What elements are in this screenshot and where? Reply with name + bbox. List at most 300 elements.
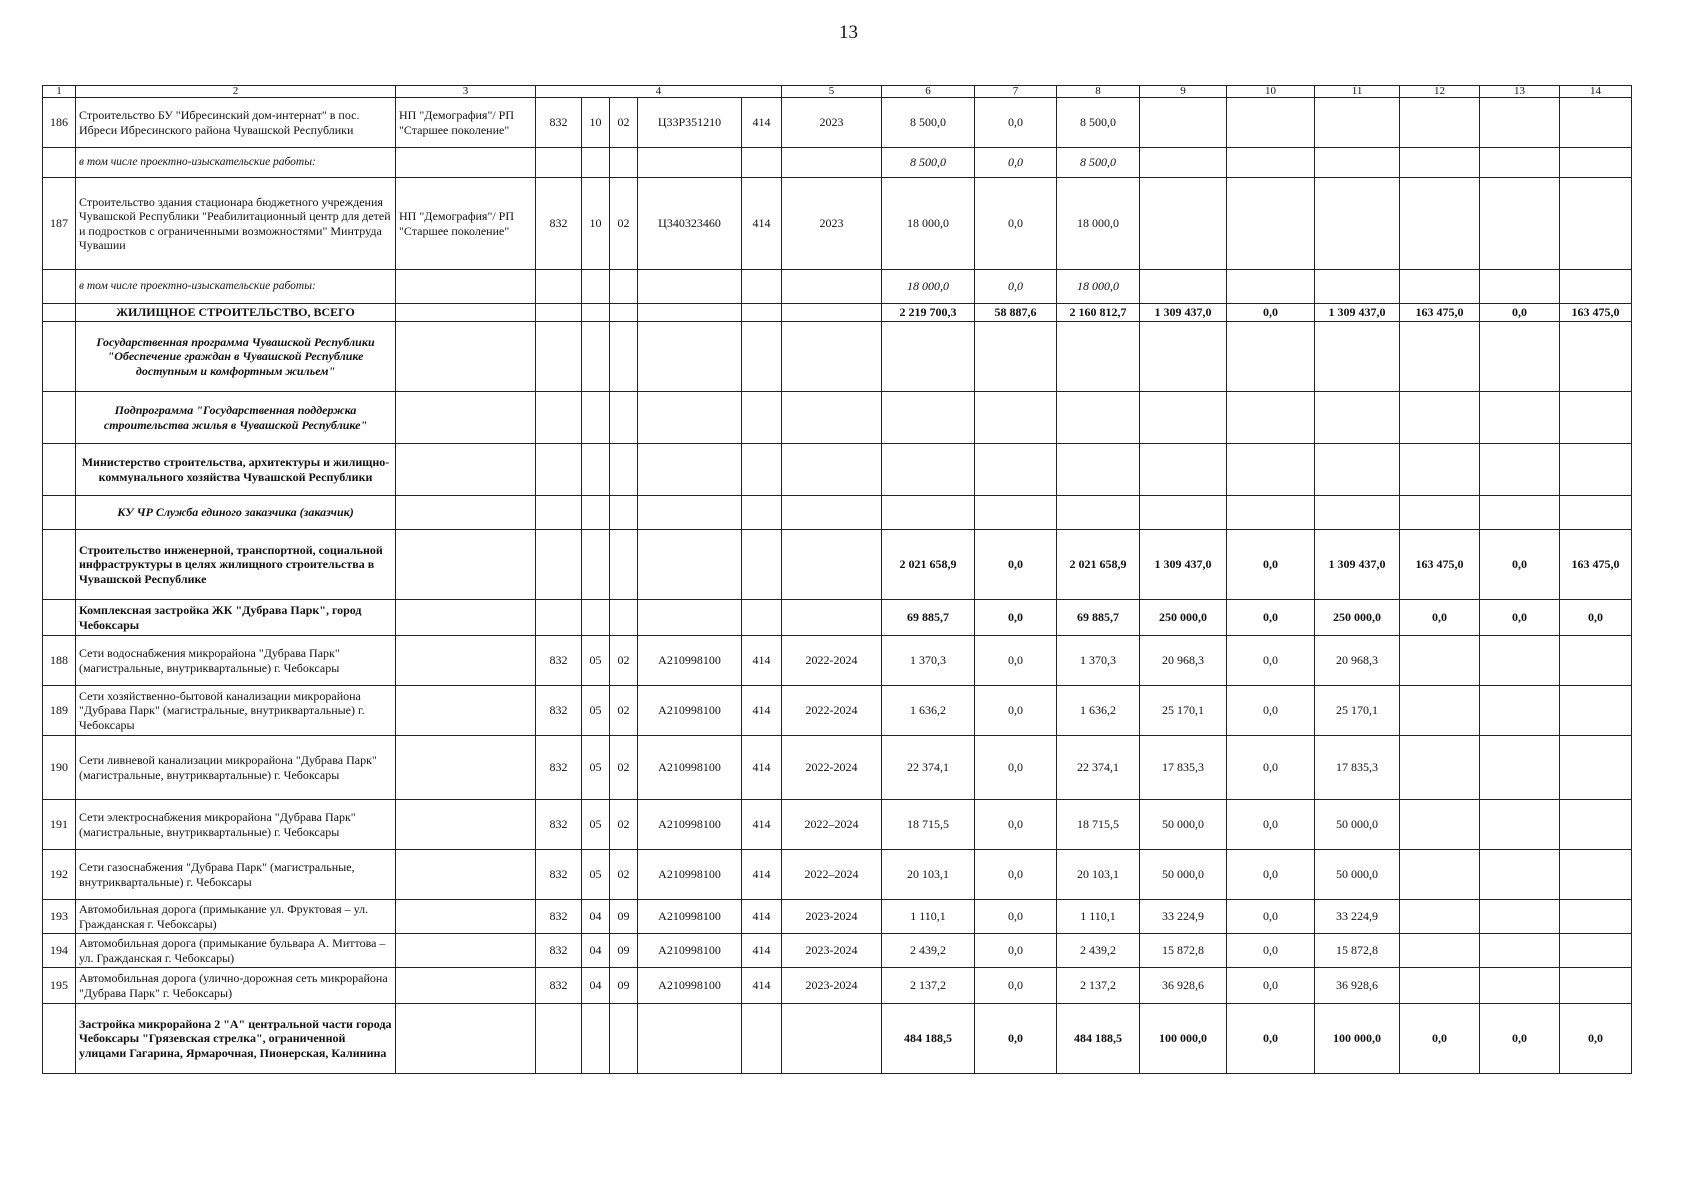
table-row (43, 850, 1632, 900)
amount-v14 (1560, 850, 1632, 900)
program-name: НП "Демография"/ РП "Старшее поколение" (396, 178, 536, 270)
row-number: 188 (43, 636, 76, 686)
header-cell: 1 (43, 86, 76, 98)
amount-v13 (1480, 934, 1560, 968)
amount-v8: 18 715,5 (1057, 800, 1140, 850)
budget-code: 832 (536, 850, 582, 900)
row-number: 187 (43, 178, 76, 270)
amount-v10: 0,0 (1227, 900, 1315, 934)
amount-v9 (1140, 496, 1227, 530)
amount-v12 (1400, 736, 1480, 800)
table-row (43, 392, 1632, 444)
amount-v6: 8 500,0 (882, 98, 975, 148)
object-name: Сети хозяйственно-бытовой канализации микрорайона "Дубрава Парк" (магистральные, внутриквартальные) г. Чебоксары (76, 686, 396, 736)
budget-code (742, 322, 782, 392)
amount-v14 (1560, 736, 1632, 800)
amount-v12 (1400, 178, 1480, 270)
program-name (396, 1004, 536, 1074)
table-row (43, 968, 1632, 1004)
amount-v13 (1480, 444, 1560, 496)
table-row (43, 304, 1632, 322)
amount-v9: 17 835,3 (1140, 736, 1227, 800)
budget-code (582, 392, 610, 444)
budget-code: A210998100 (638, 900, 742, 934)
amount-v12 (1400, 322, 1480, 392)
table-row (43, 600, 1632, 636)
amount-v12 (1400, 98, 1480, 148)
amount-v8: 2 137,2 (1057, 968, 1140, 1004)
amount-v7: 0,0 (975, 934, 1057, 968)
budget-code: 02 (610, 178, 638, 270)
object-name: Строительство здания стационара бюджетного учреждения Чувашской Республики "Реабилитационный центр для детей и подростков с ограниченными возможностями" Минтруда Чувашии (76, 178, 396, 270)
budget-code (610, 148, 638, 178)
amount-v8: 20 103,1 (1057, 850, 1140, 900)
amount-v7: 0,0 (975, 636, 1057, 686)
row-number: 189 (43, 686, 76, 736)
header-cell: 3 (396, 86, 536, 98)
amount-v13 (1480, 392, 1560, 444)
budget-code (582, 496, 610, 530)
budget-code: 09 (610, 900, 638, 934)
amount-v11: 250 000,0 (1315, 600, 1400, 636)
budget-code (536, 148, 582, 178)
budget-code (638, 444, 742, 496)
amount-v12 (1400, 968, 1480, 1004)
amount-v7: 0,0 (975, 850, 1057, 900)
amount-v9: 20 968,3 (1140, 636, 1227, 686)
header-cell: 6 (882, 86, 975, 98)
amount-v14 (1560, 900, 1632, 934)
period (782, 600, 882, 636)
amount-v14 (1560, 392, 1632, 444)
amount-v6 (882, 444, 975, 496)
budget-code: 414 (742, 968, 782, 1004)
budget-code: 05 (582, 800, 610, 850)
row-number (43, 392, 76, 444)
budget-code (610, 1004, 638, 1074)
amount-v13 (1480, 496, 1560, 530)
period (782, 496, 882, 530)
amount-v11: 50 000,0 (1315, 850, 1400, 900)
amount-v13 (1480, 736, 1560, 800)
amount-v11: 17 835,3 (1315, 736, 1400, 800)
budget-code: 05 (582, 686, 610, 736)
program-name (396, 968, 536, 1004)
budget-code (638, 1004, 742, 1074)
amount-v7: 0,0 (975, 270, 1057, 304)
amount-v14 (1560, 444, 1632, 496)
amount-v8 (1057, 392, 1140, 444)
amount-v13 (1480, 322, 1560, 392)
amount-v7 (975, 444, 1057, 496)
period (782, 530, 882, 600)
object-name: Сети газоснабжения "Дубрава Парк" (магистральные, внутриквартальные) г. Чебоксары (76, 850, 396, 900)
amount-v10: 0,0 (1227, 600, 1315, 636)
amount-v9: 36 928,6 (1140, 968, 1227, 1004)
amount-v7: 0,0 (975, 686, 1057, 736)
amount-v12 (1400, 934, 1480, 968)
amount-v13 (1480, 968, 1560, 1004)
amount-v9 (1140, 178, 1227, 270)
row-number (43, 600, 76, 636)
amount-v8: 22 374,1 (1057, 736, 1140, 800)
row-number (43, 530, 76, 600)
amount-v9: 1 309 437,0 (1140, 304, 1227, 322)
budget-code: 414 (742, 178, 782, 270)
amount-v12: 163 475,0 (1400, 304, 1480, 322)
table-row (43, 322, 1632, 392)
period: 2023-2024 (782, 968, 882, 1004)
program-name (396, 600, 536, 636)
budget-code: 832 (536, 800, 582, 850)
budget-code: A210998100 (638, 968, 742, 1004)
amount-v11 (1315, 148, 1400, 178)
budget-code: Ц33Р351210 (638, 98, 742, 148)
object-name: Автомобильная дорога (примыкание ул. Фруктовая – ул. Гражданская г. Чебоксары) (76, 900, 396, 934)
budget-code: 05 (582, 736, 610, 800)
amount-v13 (1480, 98, 1560, 148)
amount-v12 (1400, 270, 1480, 304)
budget-code (610, 270, 638, 304)
amount-v13 (1480, 850, 1560, 900)
budget-code (742, 1004, 782, 1074)
amount-v10: 0,0 (1227, 636, 1315, 686)
budget-code: 414 (742, 686, 782, 736)
budget-code: 832 (536, 736, 582, 800)
row-number (43, 444, 76, 496)
amount-v6: 20 103,1 (882, 850, 975, 900)
table-row (43, 496, 1632, 530)
budget-code (742, 496, 782, 530)
budget-code (582, 270, 610, 304)
amount-v14: 0,0 (1560, 1004, 1632, 1074)
amount-v14: 163 475,0 (1560, 530, 1632, 600)
period: 2022–2024 (782, 850, 882, 900)
budget-code: 832 (536, 98, 582, 148)
amount-v11 (1315, 270, 1400, 304)
amount-v6: 2 439,2 (882, 934, 975, 968)
budget-code: 832 (536, 686, 582, 736)
budget-code: 832 (536, 900, 582, 934)
budget-code: 414 (742, 98, 782, 148)
row-number (43, 322, 76, 392)
budget-code: 414 (742, 736, 782, 800)
header-cell: 4 (536, 86, 782, 98)
amount-v13 (1480, 900, 1560, 934)
table-row (43, 736, 1632, 800)
amount-v12: 0,0 (1400, 1004, 1480, 1074)
amount-v11 (1315, 178, 1400, 270)
amount-v14 (1560, 800, 1632, 850)
budget-code: 02 (610, 98, 638, 148)
amount-v6: 69 885,7 (882, 600, 975, 636)
budget-code (742, 304, 782, 322)
amount-v8: 2 439,2 (1057, 934, 1140, 968)
table-body (43, 86, 1632, 1074)
amount-v7: 0,0 (975, 530, 1057, 600)
amount-v10 (1227, 178, 1315, 270)
budget-code (638, 322, 742, 392)
amount-v9 (1140, 148, 1227, 178)
table-row (43, 1004, 1632, 1074)
amount-v7: 0,0 (975, 1004, 1057, 1074)
amount-v9 (1140, 322, 1227, 392)
budget-code (536, 270, 582, 304)
amount-v10 (1227, 496, 1315, 530)
amount-v6: 2 219 700,3 (882, 304, 975, 322)
amount-v10 (1227, 444, 1315, 496)
amount-v7: 0,0 (975, 968, 1057, 1004)
period: 2022-2024 (782, 736, 882, 800)
amount-v8: 1 370,3 (1057, 636, 1140, 686)
amount-v11: 1 309 437,0 (1315, 530, 1400, 600)
budget-code (582, 148, 610, 178)
budget-code (638, 496, 742, 530)
object-name: Строительство инженерной, транспортной, социальной инфраструктуры в целях жилищного строительства в Чувашской Республике (76, 530, 396, 600)
amount-v9: 1 309 437,0 (1140, 530, 1227, 600)
amount-v8: 1 636,2 (1057, 686, 1140, 736)
budget-code (610, 496, 638, 530)
table-row (43, 148, 1632, 178)
amount-v7 (975, 392, 1057, 444)
amount-v6: 18 715,5 (882, 800, 975, 850)
table-row (43, 900, 1632, 934)
amount-v6: 22 374,1 (882, 736, 975, 800)
object-name: Подпрограмма "Государственная поддержка строительства жилья в Чувашской Республике" (76, 392, 396, 444)
amount-v10: 0,0 (1227, 1004, 1315, 1074)
budget-code: A210998100 (638, 686, 742, 736)
program-name: НП "Демография"/ РП "Старшее поколение" (396, 98, 536, 148)
amount-v12 (1400, 496, 1480, 530)
object-name: Сети ливневой канализации микрорайона "Дубрава Парк" (магистральные, внутриквартальные) г. Чебоксары (76, 736, 396, 800)
budget-code: 02 (610, 636, 638, 686)
amount-v14 (1560, 98, 1632, 148)
header-row (43, 86, 1632, 98)
amount-v6 (882, 322, 975, 392)
period: 2023-2024 (782, 934, 882, 968)
amount-v8 (1057, 444, 1140, 496)
period: 2023-2024 (782, 900, 882, 934)
amount-v14 (1560, 322, 1632, 392)
program-name (396, 686, 536, 736)
budget-code: 04 (582, 900, 610, 934)
amount-v13 (1480, 686, 1560, 736)
budget-code (610, 392, 638, 444)
amount-v11 (1315, 444, 1400, 496)
budget-code (742, 444, 782, 496)
period (782, 148, 882, 178)
period (782, 322, 882, 392)
table-row (43, 98, 1632, 148)
budget-code (582, 322, 610, 392)
amount-v13 (1480, 636, 1560, 686)
amount-v12 (1400, 900, 1480, 934)
budget-code (582, 304, 610, 322)
budget-code: 832 (536, 178, 582, 270)
amount-v6 (882, 496, 975, 530)
budget-code (638, 530, 742, 600)
amount-v11: 50 000,0 (1315, 800, 1400, 850)
budget-code: 09 (610, 934, 638, 968)
budget-code (610, 600, 638, 636)
amount-v8: 8 500,0 (1057, 148, 1140, 178)
amount-v10: 0,0 (1227, 304, 1315, 322)
amount-v9 (1140, 98, 1227, 148)
amount-v7 (975, 496, 1057, 530)
table-row (43, 178, 1632, 270)
table-row (43, 800, 1632, 850)
amount-v11: 36 928,6 (1315, 968, 1400, 1004)
budget-code (742, 392, 782, 444)
header-cell: 10 (1227, 86, 1315, 98)
period: 2022-2024 (782, 686, 882, 736)
table-row (43, 444, 1632, 496)
object-name: в том числе проектно-изыскательские работы: (76, 148, 396, 178)
budget-code: A210998100 (638, 934, 742, 968)
amount-v13: 0,0 (1480, 530, 1560, 600)
amount-v7: 0,0 (975, 900, 1057, 934)
budget-code: 02 (610, 850, 638, 900)
budget-code: 10 (582, 98, 610, 148)
budget-code: 832 (536, 934, 582, 968)
budget-code (742, 600, 782, 636)
amount-v12 (1400, 850, 1480, 900)
amount-v10 (1227, 322, 1315, 392)
budget-code (582, 600, 610, 636)
header-cell: 8 (1057, 86, 1140, 98)
row-number: 191 (43, 800, 76, 850)
amount-v9: 250 000,0 (1140, 600, 1227, 636)
budget-code: 09 (610, 968, 638, 1004)
amount-v13: 0,0 (1480, 1004, 1560, 1074)
header-cell: 14 (1560, 86, 1632, 98)
amount-v14 (1560, 934, 1632, 968)
amount-v11 (1315, 392, 1400, 444)
budget-code (610, 304, 638, 322)
amount-v11 (1315, 496, 1400, 530)
header-cell: 12 (1400, 86, 1480, 98)
object-name: в том числе проектно-изыскательские работы: (76, 270, 396, 304)
row-number (43, 496, 76, 530)
program-name (396, 444, 536, 496)
period (782, 444, 882, 496)
amount-v11: 15 872,8 (1315, 934, 1400, 968)
budget-code (536, 392, 582, 444)
amount-v6 (882, 392, 975, 444)
object-name: Сети электроснабжения микрорайона "Дубрава Парк" (магистральные, внутриквартальные) г. Чебоксары (76, 800, 396, 850)
amount-v7: 0,0 (975, 148, 1057, 178)
header-cell: 2 (76, 86, 396, 98)
amount-v8: 69 885,7 (1057, 600, 1140, 636)
amount-v14: 163 475,0 (1560, 304, 1632, 322)
amount-v13 (1480, 270, 1560, 304)
budget-code (536, 530, 582, 600)
object-name: Сети водоснабжения микрорайона "Дубрава Парк" (магистральные, внутриквартальные) г. Чебоксары (76, 636, 396, 686)
budget-code: 02 (610, 800, 638, 850)
amount-v12: 0,0 (1400, 600, 1480, 636)
budget-code: Ц340323460 (638, 178, 742, 270)
amount-v9: 33 224,9 (1140, 900, 1227, 934)
budget-code (582, 530, 610, 600)
amount-v9: 25 170,1 (1140, 686, 1227, 736)
budget-code: 414 (742, 636, 782, 686)
budget-code (536, 322, 582, 392)
amount-v8 (1057, 496, 1140, 530)
budget-code: 04 (582, 934, 610, 968)
budget-code: 05 (582, 850, 610, 900)
program-name (396, 496, 536, 530)
program-name (396, 850, 536, 900)
row-number: 192 (43, 850, 76, 900)
program-name (396, 148, 536, 178)
amount-v10: 0,0 (1227, 934, 1315, 968)
amount-v7: 0,0 (975, 600, 1057, 636)
program-name (396, 900, 536, 934)
amount-v10: 0,0 (1227, 968, 1315, 1004)
program-name (396, 304, 536, 322)
budget-code: 02 (610, 736, 638, 800)
object-name: Строительство БУ "Ибресинский дом-интернат" в пос. Ибреси Ибресинского района Чувашской Республики (76, 98, 396, 148)
amount-v7: 0,0 (975, 800, 1057, 850)
period (782, 1004, 882, 1074)
amount-v9: 50 000,0 (1140, 850, 1227, 900)
budget-code (638, 600, 742, 636)
table-row (43, 270, 1632, 304)
budget-code: 832 (536, 968, 582, 1004)
table-row (43, 530, 1632, 600)
amount-v9 (1140, 444, 1227, 496)
period: 2023 (782, 98, 882, 148)
budget-code: A210998100 (638, 850, 742, 900)
header-cell: 11 (1315, 86, 1400, 98)
budget-code: 02 (610, 686, 638, 736)
program-name (396, 322, 536, 392)
period (782, 270, 882, 304)
table-row (43, 686, 1632, 736)
amount-v8: 1 110,1 (1057, 900, 1140, 934)
budget-code: 05 (582, 636, 610, 686)
budget-table (42, 85, 1632, 1074)
amount-v6: 1 636,2 (882, 686, 975, 736)
amount-v14 (1560, 178, 1632, 270)
amount-v9: 50 000,0 (1140, 800, 1227, 850)
program-name (396, 392, 536, 444)
amount-v7: 0,0 (975, 98, 1057, 148)
amount-v6: 18 000,0 (882, 178, 975, 270)
budget-code: 414 (742, 800, 782, 850)
program-name (396, 800, 536, 850)
amount-v9 (1140, 392, 1227, 444)
period: 2022-2024 (782, 636, 882, 686)
amount-v12 (1400, 800, 1480, 850)
amount-v8 (1057, 322, 1140, 392)
amount-v14 (1560, 968, 1632, 1004)
budget-code (536, 1004, 582, 1074)
row-number: 190 (43, 736, 76, 800)
budget-code (536, 444, 582, 496)
amount-v10: 0,0 (1227, 686, 1315, 736)
budget-code (742, 270, 782, 304)
header-cell: 9 (1140, 86, 1227, 98)
amount-v14 (1560, 270, 1632, 304)
amount-v6: 484 188,5 (882, 1004, 975, 1074)
amount-v11: 33 224,9 (1315, 900, 1400, 934)
amount-v9 (1140, 270, 1227, 304)
period: 2022–2024 (782, 800, 882, 850)
budget-code: A210998100 (638, 736, 742, 800)
header-cell: 7 (975, 86, 1057, 98)
amount-v8: 18 000,0 (1057, 178, 1140, 270)
